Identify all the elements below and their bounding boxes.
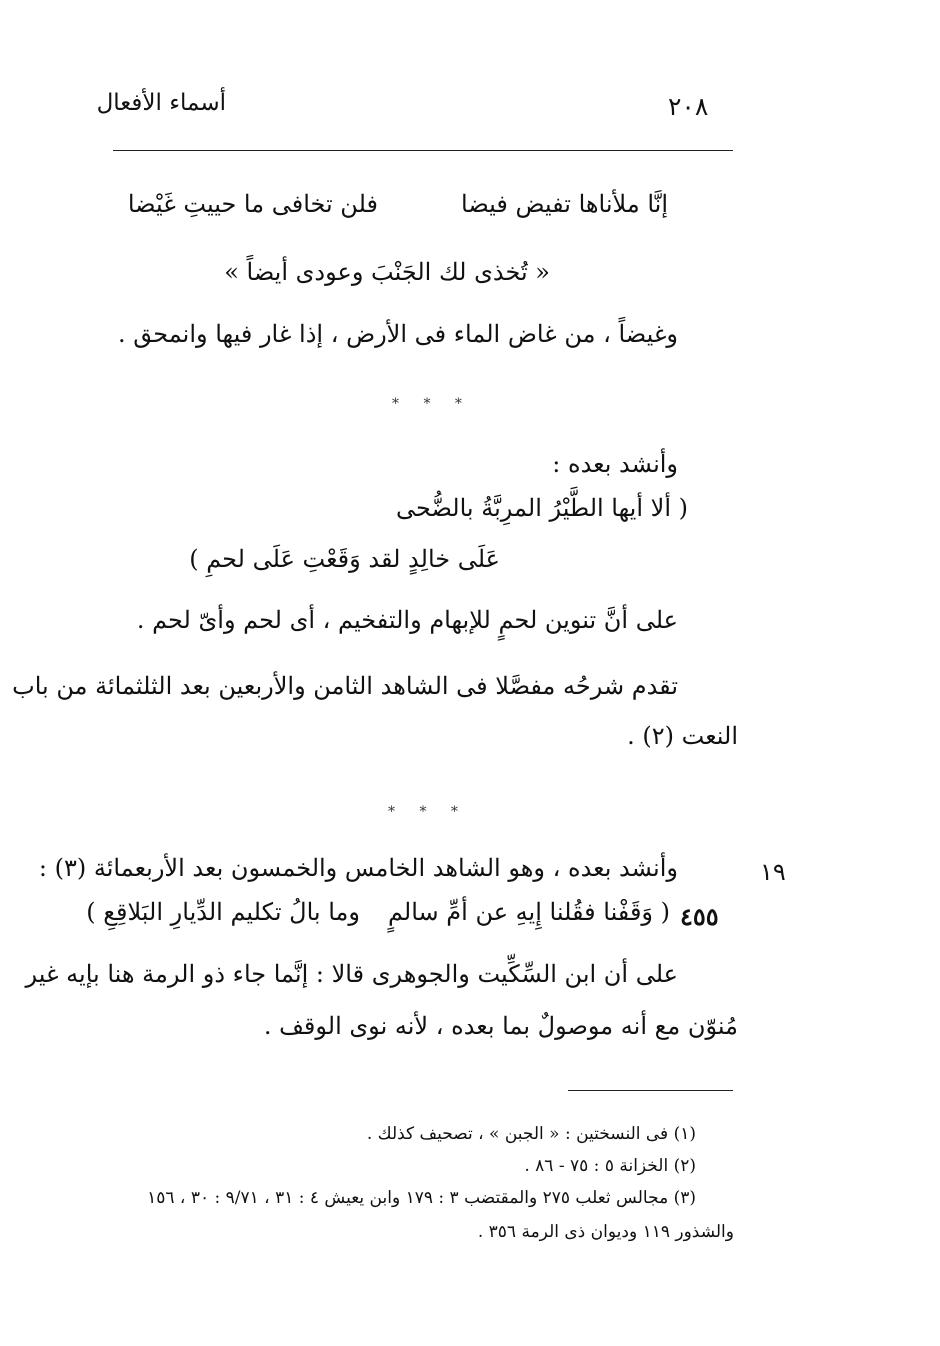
poem1-gloss: وغيضاً ، من غاض الماء فى الأرض ، إذا غار فيها وانمحق .: [118, 320, 678, 348]
footnote-rule: [568, 1090, 733, 1091]
section3-intro: وأنشد بعده ، وهو الشاهد الخامس والخمسون بعد الأربعمائة (٣) :: [38, 854, 678, 882]
footnote-1: (١) فى النسختين : « الجبن » ، تصحيف كذلك .: [366, 1124, 696, 1144]
section3-paragraph-line2: مُنوّن مع أنه موصولٌ بما بعده ، لأنه نوى الوقف .: [263, 1012, 738, 1040]
section2-verse-line2: عَلَى خالِدٍ لقد وَقَعْتِ عَلَى لحمِ ): [189, 545, 500, 573]
witness-number: ٤٥٥: [680, 902, 719, 931]
section2-paragraph-line1: تقدم شرحُه مفصَّلا فى الشاهد الثامن والأربعين بعد الثلثمائة من باب: [12, 672, 678, 700]
running-title: أسماء الأفعال: [96, 90, 226, 116]
section2-verse-line1: ( ألا أيها الطَّيْرُ المرِبَّةُ بالضُّحى: [396, 494, 688, 522]
header-rule: [113, 150, 733, 151]
footnote-3: (٣) مجالس ثعلب ٢٧٥ والمقتضب ٣ : ١٧٩ وابن يعيش ٤ : ٣١ ، ٩/٧١ : ٣٠ ، ١٥٦: [147, 1188, 696, 1208]
page-number: ٢٠٨: [668, 92, 709, 121]
poem1-verse-right: إنَّا ملأناها تفيض فيضا: [461, 190, 668, 218]
section2-paragraph-line2: النعت (٢) .: [627, 722, 738, 750]
section2-intro: وأنشد بعده :: [552, 450, 678, 478]
footnote-3-continuation: والشذور ١١٩ وديوان ذى الرمة ٣٥٦ .: [477, 1222, 734, 1242]
section3-verse-left: وما بالُ تكليم الدِّيارِ البَلاقِعِ ): [86, 898, 360, 926]
poem1-verse-left: فلن تخافى ما حييتِ غَيْضا: [127, 190, 378, 218]
section3-verse-right: ( وَقَفْنا فقُلنا إِيهِ عن أمِّ سالمٍ: [387, 898, 670, 926]
poem1-verse2: « تُخذى لك الجَنْبَ وعودى أيضاً »: [224, 258, 550, 286]
section2-comment: على أنَّ تنوين لحمٍ للإبهام والتفخيم ، أى لحم وأىّ لحم .: [136, 606, 678, 634]
section-separator: * * *: [392, 396, 472, 412]
footnote-2: (٢) الخزانة ٥ : ٧٥ - ٨٦ .: [524, 1156, 696, 1176]
margin-number: ١٩: [760, 858, 786, 886]
section-separator: * * *: [388, 804, 468, 820]
section3-paragraph-line1: على أن ابن السِّكِّيت والجوهرى قالا : إنَّما جاء ذو الرمة هنا بإيه غير: [25, 960, 678, 988]
